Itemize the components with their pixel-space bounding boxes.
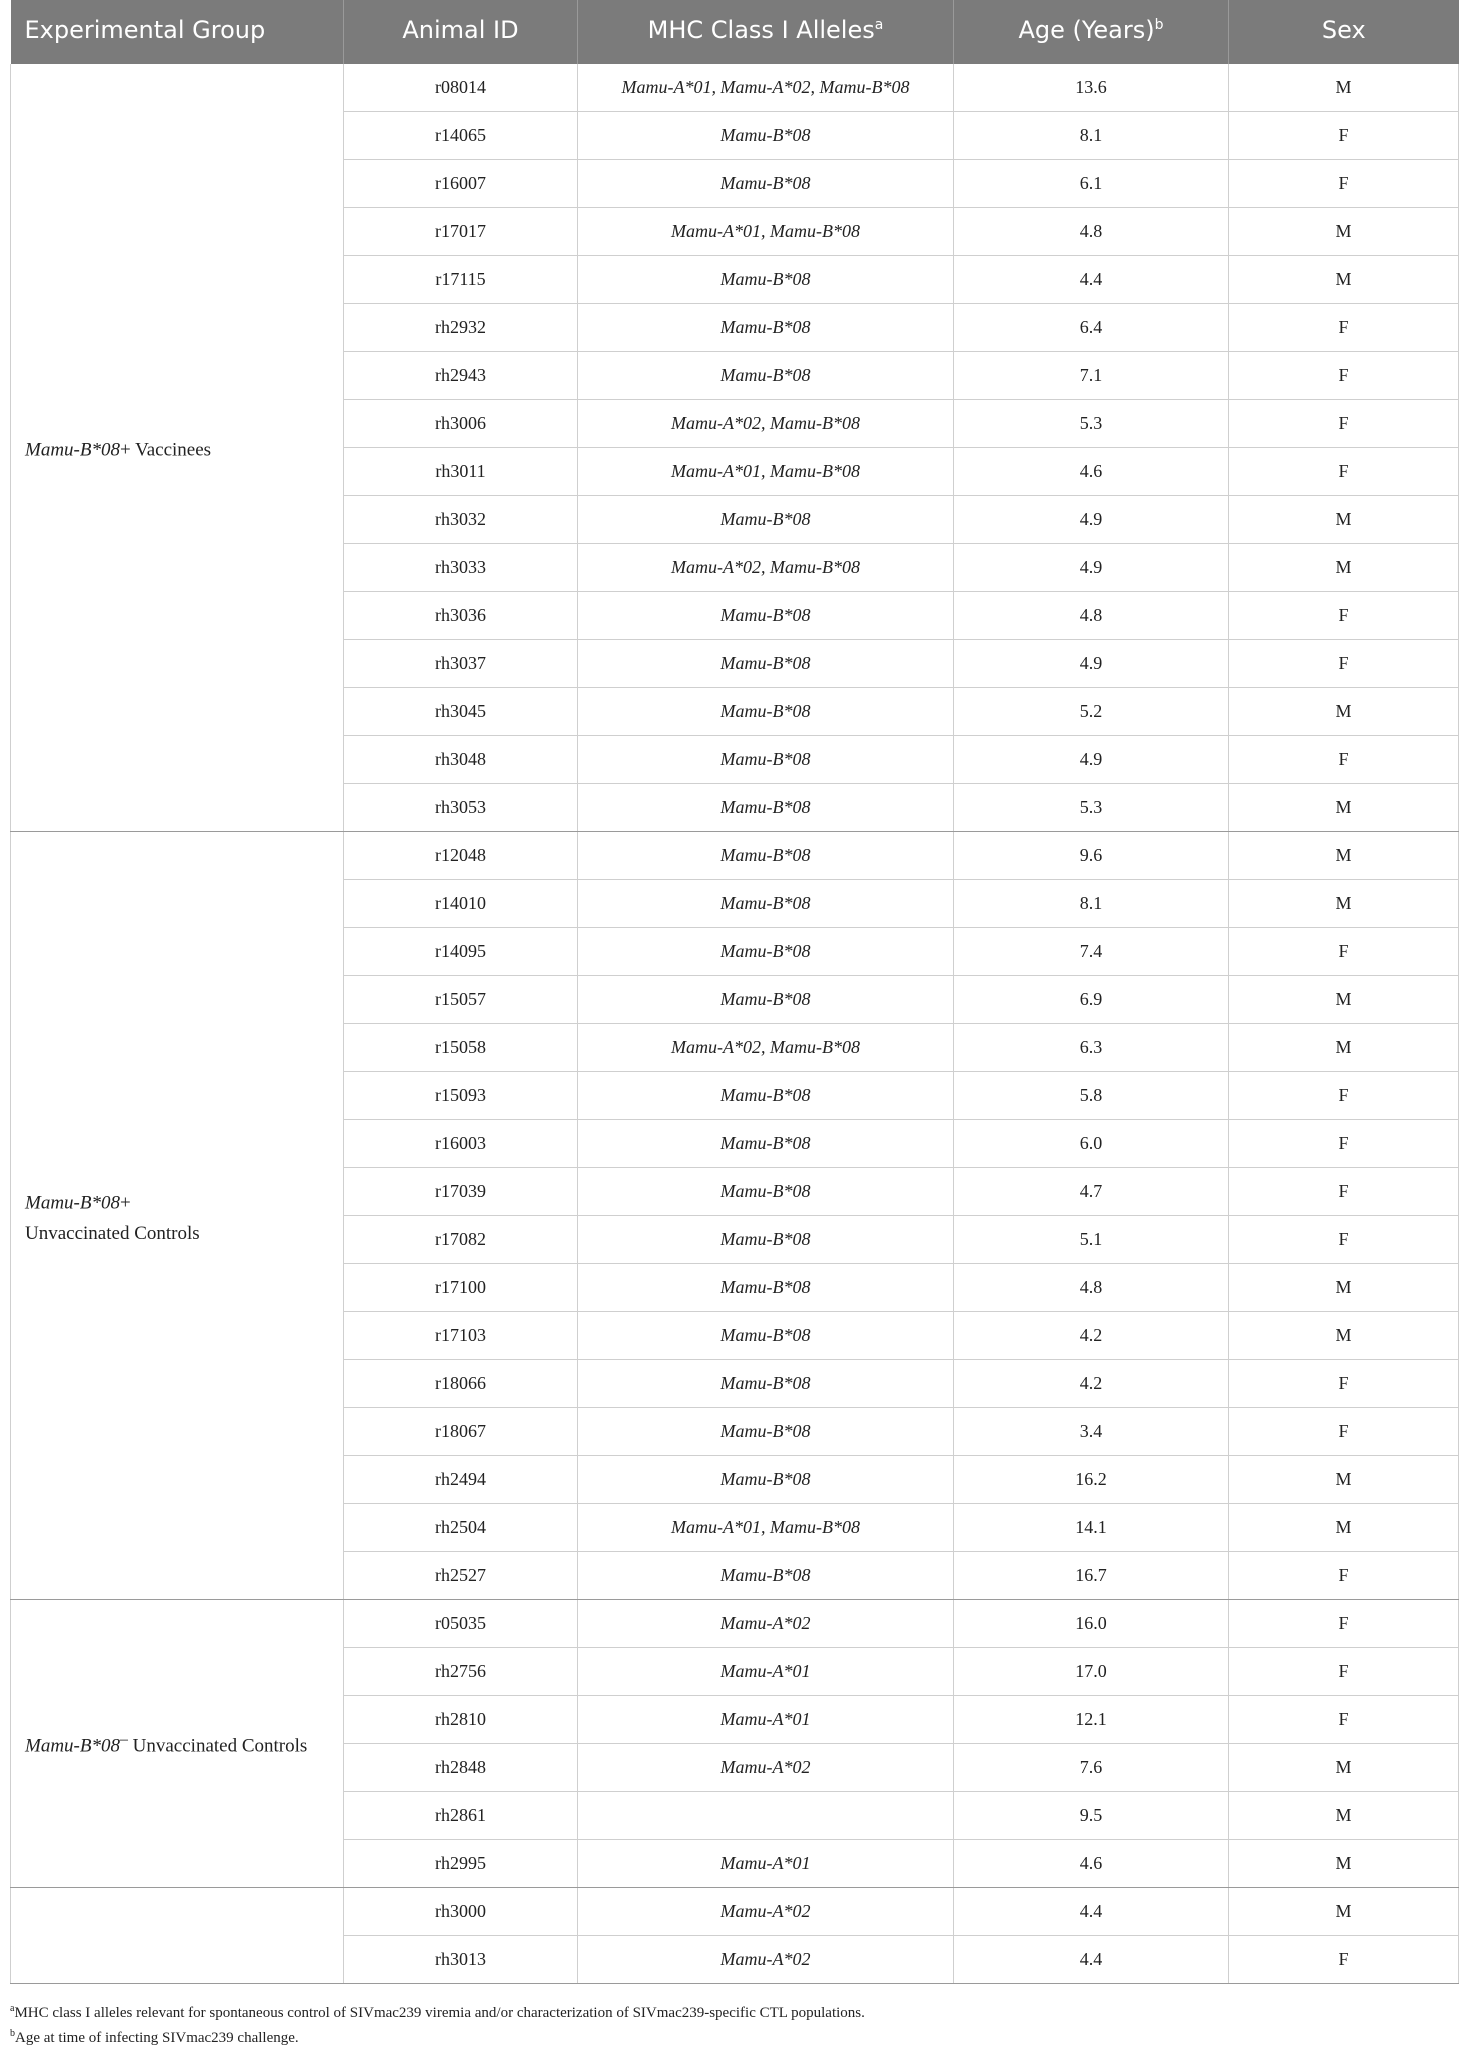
- animal-id-cell: rh3006: [344, 400, 578, 448]
- animal-cohort-table: [10, 0, 1459, 1984]
- mhc-alleles-cell: Mamu-B*08: [578, 928, 954, 976]
- group-name-suffix: Unvaccinated Controls: [127, 1735, 308, 1757]
- age-cell: 7.1: [954, 352, 1229, 400]
- mhc-alleles-cell: Mamu-A*02, Mamu-B*08: [578, 544, 954, 592]
- age-cell: 4.2: [954, 1312, 1229, 1360]
- table-row: [11, 64, 1459, 112]
- animal-id-cell: rh3048: [344, 736, 578, 784]
- animal-id-cell: rh2810: [344, 1696, 578, 1744]
- sex-cell: F: [1229, 928, 1459, 976]
- table-header-row: [11, 0, 1459, 64]
- mhc-alleles-cell: Mamu-A*02: [578, 1744, 954, 1792]
- experimental-group-cell: [11, 1600, 344, 1888]
- age-cell: 4.6: [954, 448, 1229, 496]
- sex-cell: F: [1229, 1600, 1459, 1648]
- age-cell: 14.1: [954, 1504, 1229, 1552]
- mhc-alleles-cell: Mamu-B*08: [578, 1456, 954, 1504]
- sex-cell: F: [1229, 160, 1459, 208]
- experimental-group-cell: [11, 832, 344, 1600]
- footnote-marker-a: a: [874, 17, 884, 33]
- age-cell: 4.9: [954, 496, 1229, 544]
- sex-cell: M: [1229, 1264, 1459, 1312]
- age-cell: 6.9: [954, 976, 1229, 1024]
- age-cell: 5.3: [954, 784, 1229, 832]
- sex-cell: F: [1229, 1120, 1459, 1168]
- mhc-alleles-cell: Mamu-B*08: [578, 1264, 954, 1312]
- animal-id-cell: r15057: [344, 976, 578, 1024]
- sex-cell: F: [1229, 352, 1459, 400]
- mhc-alleles-cell: Mamu-A*02: [578, 1888, 954, 1936]
- age-cell: 9.5: [954, 1792, 1229, 1840]
- animal-id-cell: r17039: [344, 1168, 578, 1216]
- footnote-marker-b: b: [1154, 17, 1164, 33]
- age-cell: 4.6: [954, 1840, 1229, 1888]
- sex-cell: M: [1229, 784, 1459, 832]
- sex-cell: F: [1229, 400, 1459, 448]
- age-cell: 8.1: [954, 880, 1229, 928]
- mhc-alleles-cell: Mamu-A*02, Mamu-B*08: [578, 400, 954, 448]
- animal-id-cell: rh3032: [344, 496, 578, 544]
- sex-cell: M: [1229, 1456, 1459, 1504]
- animal-id-cell: rh3053: [344, 784, 578, 832]
- age-cell: 16.2: [954, 1456, 1229, 1504]
- mhc-alleles-cell: Mamu-B*08: [578, 1552, 954, 1600]
- mhc-alleles-cell: Mamu-B*08: [578, 1408, 954, 1456]
- experimental-group-cell: [11, 64, 344, 832]
- animal-id-cell: rh3011: [344, 448, 578, 496]
- age-cell: 16.7: [954, 1552, 1229, 1600]
- sex-cell: M: [1229, 1312, 1459, 1360]
- footnote-b: $^b$Age at time of infecting SIVmac239 challenge.: [10, 2028, 299, 2046]
- age-cell: 6.1: [954, 160, 1229, 208]
- animal-id-cell: r16007: [344, 160, 578, 208]
- sex-cell: M: [1229, 1504, 1459, 1552]
- age-cell: 4.4: [954, 256, 1229, 304]
- age-cell: 4.4: [954, 1936, 1229, 1984]
- sex-cell: M: [1229, 976, 1459, 1024]
- animal-id-cell: rh3013: [344, 1936, 578, 1984]
- age-cell: 12.1: [954, 1696, 1229, 1744]
- animal-id-cell: rh3036: [344, 592, 578, 640]
- mhc-alleles-cell: Mamu-A*01: [578, 1696, 954, 1744]
- sex-cell: F: [1229, 112, 1459, 160]
- animal-id-cell: r08014: [344, 64, 578, 112]
- group-name-suffix: + Vaccinees: [119, 439, 212, 461]
- animal-id-cell: r17103: [344, 1312, 578, 1360]
- age-cell: 4.8: [954, 592, 1229, 640]
- mhc-alleles-cell: Mamu-A*01: [578, 1648, 954, 1696]
- age-cell: 8.1: [954, 112, 1229, 160]
- mhc-alleles-cell: Mamu-B*08: [578, 784, 954, 832]
- animal-id-cell: rh2861: [344, 1792, 578, 1840]
- mhc-alleles-cell: Mamu-B*08: [578, 256, 954, 304]
- animal-id-cell: r14065: [344, 112, 578, 160]
- sex-cell: M: [1229, 1744, 1459, 1792]
- animal-id-cell: rh2995: [344, 1840, 578, 1888]
- mhc-alleles-cell: Mamu-B*08: [578, 352, 954, 400]
- mhc-alleles-cell: Mamu-A*02: [578, 1936, 954, 1984]
- animal-id-cell: r17082: [344, 1216, 578, 1264]
- header-sex: Sex: [1229, 0, 1459, 64]
- age-cell: 4.9: [954, 640, 1229, 688]
- header-animal-id: Animal ID: [344, 0, 578, 64]
- age-cell: 5.3: [954, 400, 1229, 448]
- mhc-alleles-cell: Mamu-B*08: [578, 1216, 954, 1264]
- sex-cell: M: [1229, 64, 1459, 112]
- mhc-alleles-cell: Mamu-A*01, Mamu-B*08: [578, 448, 954, 496]
- age-cell: 4.2: [954, 1360, 1229, 1408]
- animal-id-cell: r15093: [344, 1072, 578, 1120]
- mhc-alleles-cell: Mamu-B*08: [578, 1072, 954, 1120]
- age-cell: 9.6: [954, 832, 1229, 880]
- mhc-alleles-cell: [578, 1792, 954, 1840]
- sex-cell: F: [1229, 1168, 1459, 1216]
- age-cell: 4.9: [954, 544, 1229, 592]
- age-cell: 17.0: [954, 1648, 1229, 1696]
- mhc-alleles-cell: Mamu-A*01, Mamu-A*02, Mamu-B*08: [578, 64, 954, 112]
- mhc-alleles-cell: Mamu-A*02, Mamu-B*08: [578, 1024, 954, 1072]
- sex-cell: M: [1229, 544, 1459, 592]
- group-name-line2: Unvaccinated Controls: [25, 1222, 200, 1244]
- sex-cell: M: [1229, 688, 1459, 736]
- animal-id-cell: rh2756: [344, 1648, 578, 1696]
- sex-cell: M: [1229, 1888, 1459, 1936]
- group-name-allele: Mamu-B*08: [25, 1192, 120, 1214]
- sex-cell: F: [1229, 1696, 1459, 1744]
- animal-id-cell: rh2932: [344, 304, 578, 352]
- age-cell: 4.9: [954, 736, 1229, 784]
- animal-id-cell: r16003: [344, 1120, 578, 1168]
- data-table-container: [10, 0, 1458, 1984]
- mhc-alleles-cell: Mamu-B*08: [578, 592, 954, 640]
- sex-cell: M: [1229, 880, 1459, 928]
- table-row: [11, 1600, 1459, 1648]
- sex-cell: M: [1229, 1840, 1459, 1888]
- animal-id-cell: rh2527: [344, 1552, 578, 1600]
- age-cell: 4.8: [954, 1264, 1229, 1312]
- sex-cell: F: [1229, 304, 1459, 352]
- age-cell: 7.6: [954, 1744, 1229, 1792]
- age-cell: 5.2: [954, 688, 1229, 736]
- animal-id-cell: r15058: [344, 1024, 578, 1072]
- sex-cell: F: [1229, 1936, 1459, 1984]
- animal-id-cell: r12048: [344, 832, 578, 880]
- table-row: [11, 832, 1459, 880]
- mhc-alleles-cell: Mamu-B*08: [578, 1168, 954, 1216]
- age-cell: 3.4: [954, 1408, 1229, 1456]
- sex-cell: M: [1229, 256, 1459, 304]
- mhc-alleles-cell: Mamu-A*01, Mamu-B*08: [578, 1504, 954, 1552]
- sex-cell: F: [1229, 640, 1459, 688]
- age-cell: 6.0: [954, 1120, 1229, 1168]
- table-body: [11, 64, 1459, 1984]
- group-name-superscript: –: [119, 1731, 128, 1749]
- header-mhc-alleles: MHC Class I Alleles$^a$: [578, 0, 954, 64]
- group-name-allele: Mamu-B*08: [25, 1735, 120, 1757]
- age-cell: 4.8: [954, 208, 1229, 256]
- group-name-suffix: +: [119, 1192, 131, 1214]
- footnote-a: $^a$MHC class I alleles relevant for spontaneous control of SIVmac239 viremia and/or characterization of SIVmac239-specific CTL populations.: [10, 2003, 865, 2021]
- animal-id-cell: r18067: [344, 1408, 578, 1456]
- mhc-alleles-cell: Mamu-B*08: [578, 640, 954, 688]
- animal-id-cell: rh3000: [344, 1888, 578, 1936]
- animal-id-cell: rh3045: [344, 688, 578, 736]
- sex-cell: F: [1229, 1408, 1459, 1456]
- mhc-alleles-cell: Mamu-B*08: [578, 736, 954, 784]
- mhc-alleles-cell: Mamu-B*08: [578, 304, 954, 352]
- mhc-alleles-cell: Mamu-A*01, Mamu-B*08: [578, 208, 954, 256]
- mhc-alleles-cell: Mamu-B*08: [578, 1312, 954, 1360]
- header-experimental-group: Experimental Group: [11, 0, 344, 64]
- group-name-allele: Mamu-B*08: [25, 439, 120, 461]
- sex-cell: F: [1229, 1216, 1459, 1264]
- animal-id-cell: rh2504: [344, 1504, 578, 1552]
- age-cell: 4.4: [954, 1888, 1229, 1936]
- sex-cell: M: [1229, 832, 1459, 880]
- sex-cell: F: [1229, 736, 1459, 784]
- mhc-alleles-cell: Mamu-B*08: [578, 112, 954, 160]
- age-cell: 13.6: [954, 64, 1229, 112]
- mhc-alleles-cell: Mamu-B*08: [578, 688, 954, 736]
- age-cell: 5.8: [954, 1072, 1229, 1120]
- table-footnotes: [10, 2001, 1450, 2051]
- age-cell: 4.7: [954, 1168, 1229, 1216]
- animal-id-cell: r17017: [344, 208, 578, 256]
- sex-cell: M: [1229, 208, 1459, 256]
- mhc-alleles-cell: Mamu-B*08: [578, 880, 954, 928]
- mhc-alleles-cell: Mamu-B*08: [578, 832, 954, 880]
- animal-id-cell: r05035: [344, 1600, 578, 1648]
- animal-id-cell: rh3037: [344, 640, 578, 688]
- table-row: [11, 1888, 1459, 1936]
- age-cell: 7.4: [954, 928, 1229, 976]
- animal-id-cell: r17100: [344, 1264, 578, 1312]
- mhc-alleles-cell: Mamu-A*01: [578, 1840, 954, 1888]
- sex-cell: M: [1229, 1792, 1459, 1840]
- animal-id-cell: r18066: [344, 1360, 578, 1408]
- header-age: Age (Years)$^b$: [954, 0, 1229, 64]
- mhc-alleles-cell: Mamu-B*08: [578, 1120, 954, 1168]
- sex-cell: F: [1229, 592, 1459, 640]
- age-cell: 6.4: [954, 304, 1229, 352]
- animal-id-cell: rh2848: [344, 1744, 578, 1792]
- animal-id-cell: rh3033: [344, 544, 578, 592]
- animal-id-cell: r14095: [344, 928, 578, 976]
- mhc-alleles-cell: Mamu-B*08: [578, 1360, 954, 1408]
- age-cell: 16.0: [954, 1600, 1229, 1648]
- sex-cell: F: [1229, 1648, 1459, 1696]
- sex-cell: F: [1229, 448, 1459, 496]
- mhc-alleles-cell: Mamu-A*02: [578, 1600, 954, 1648]
- mhc-alleles-cell: Mamu-B*08: [578, 496, 954, 544]
- animal-id-cell: rh2494: [344, 1456, 578, 1504]
- animal-id-cell: r14010: [344, 880, 578, 928]
- mhc-alleles-cell: Mamu-B*08: [578, 160, 954, 208]
- animal-id-cell: rh2943: [344, 352, 578, 400]
- sex-cell: M: [1229, 496, 1459, 544]
- sex-cell: M: [1229, 1024, 1459, 1072]
- age-cell: 5.1: [954, 1216, 1229, 1264]
- animal-id-cell: r17115: [344, 256, 578, 304]
- sex-cell: F: [1229, 1360, 1459, 1408]
- sex-cell: F: [1229, 1552, 1459, 1600]
- sex-cell: F: [1229, 1072, 1459, 1120]
- age-cell: 6.3: [954, 1024, 1229, 1072]
- experimental-group-cell: [11, 1888, 344, 1984]
- mhc-alleles-cell: Mamu-B*08: [578, 976, 954, 1024]
